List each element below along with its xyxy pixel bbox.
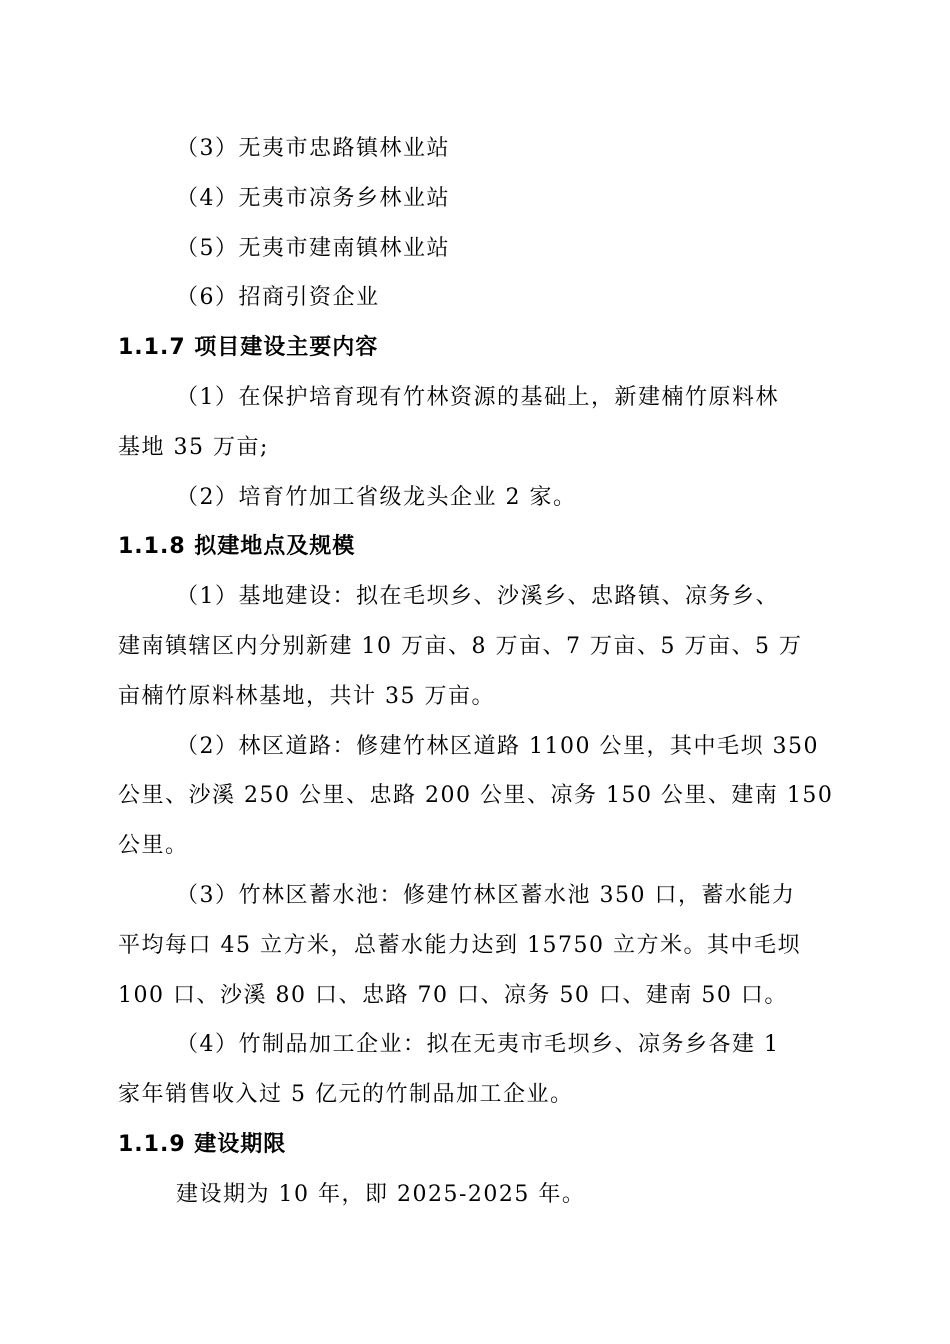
paragraph-line: 亩楠竹原料林基地，共计 35 万亩。 — [118, 683, 495, 709]
paragraph — [118, 1020, 832, 1120]
paragraph-line: 基地 35 万亩; — [118, 434, 269, 460]
list-item: （5）无夷市建南镇林业站 — [176, 235, 450, 261]
paragraph — [118, 722, 832, 871]
list-item: （4）无夷市凉务乡林业站 — [176, 185, 450, 211]
paragraph-line: （3）竹林区蓄水池：修建竹林区蓄水池 350 口，蓄水能力 — [176, 882, 796, 908]
paragraph-line: （4）竹制品加工企业：拟在无夷市毛坝乡、凉务乡各建 1 — [176, 1032, 780, 1058]
paragraph-line: 家年销售收入过 5 亿元的竹制品加工企业。 — [118, 1082, 574, 1108]
paragraph — [118, 871, 832, 1020]
section-heading-1-1-9: 1.1.9 建设期限 — [118, 1131, 287, 1157]
paragraph-line: 建南镇辖区内分别新建 10 万亩、8 万亩、7 万亩、5 万亩、5 万 — [118, 633, 803, 659]
paragraph-line: 公里、沙溪 250 公里、忠路 200 公里、凉务 150 公里、建南 150 — [118, 783, 834, 809]
paragraph-line: 公里。 — [118, 833, 189, 859]
paragraph-line: （2）林区道路：修建竹林区道路 1100 公里，其中毛坝 350 — [176, 733, 819, 759]
section-heading-1-1-8: 1.1.8 拟建地点及规模 — [118, 534, 356, 560]
section-heading-1-1-7: 1.1.7 项目建设主要内容 — [118, 335, 379, 361]
list-item: （3）无夷市忠路镇林业站 — [176, 136, 450, 161]
paragraph-line: 平均每口 45 立方米，总蓄水能力达到 15750 立方米。其中毛坝 — [118, 932, 801, 958]
paragraph — [118, 572, 832, 721]
paragraph-line: （1）在保护培育现有竹林资源的基础上，新建楠竹原料林 — [176, 384, 779, 410]
paragraph-line: （1）基地建设：拟在毛坝乡、沙溪乡、忠路镇、凉务乡、 — [176, 584, 779, 610]
list-item: （6）招商引资企业 — [176, 285, 380, 311]
paragraph: （2）培育竹加工省级龙头企业 2 家。 — [176, 484, 577, 510]
paragraph — [118, 373, 832, 473]
paragraph-line: 100 口、沙溪 80 口、忠路 70 口、凉务 50 口、建南 50 口。 — [118, 982, 788, 1008]
paragraph: 建设期为 10 年，即 2025-2025 年。 — [176, 1181, 586, 1207]
